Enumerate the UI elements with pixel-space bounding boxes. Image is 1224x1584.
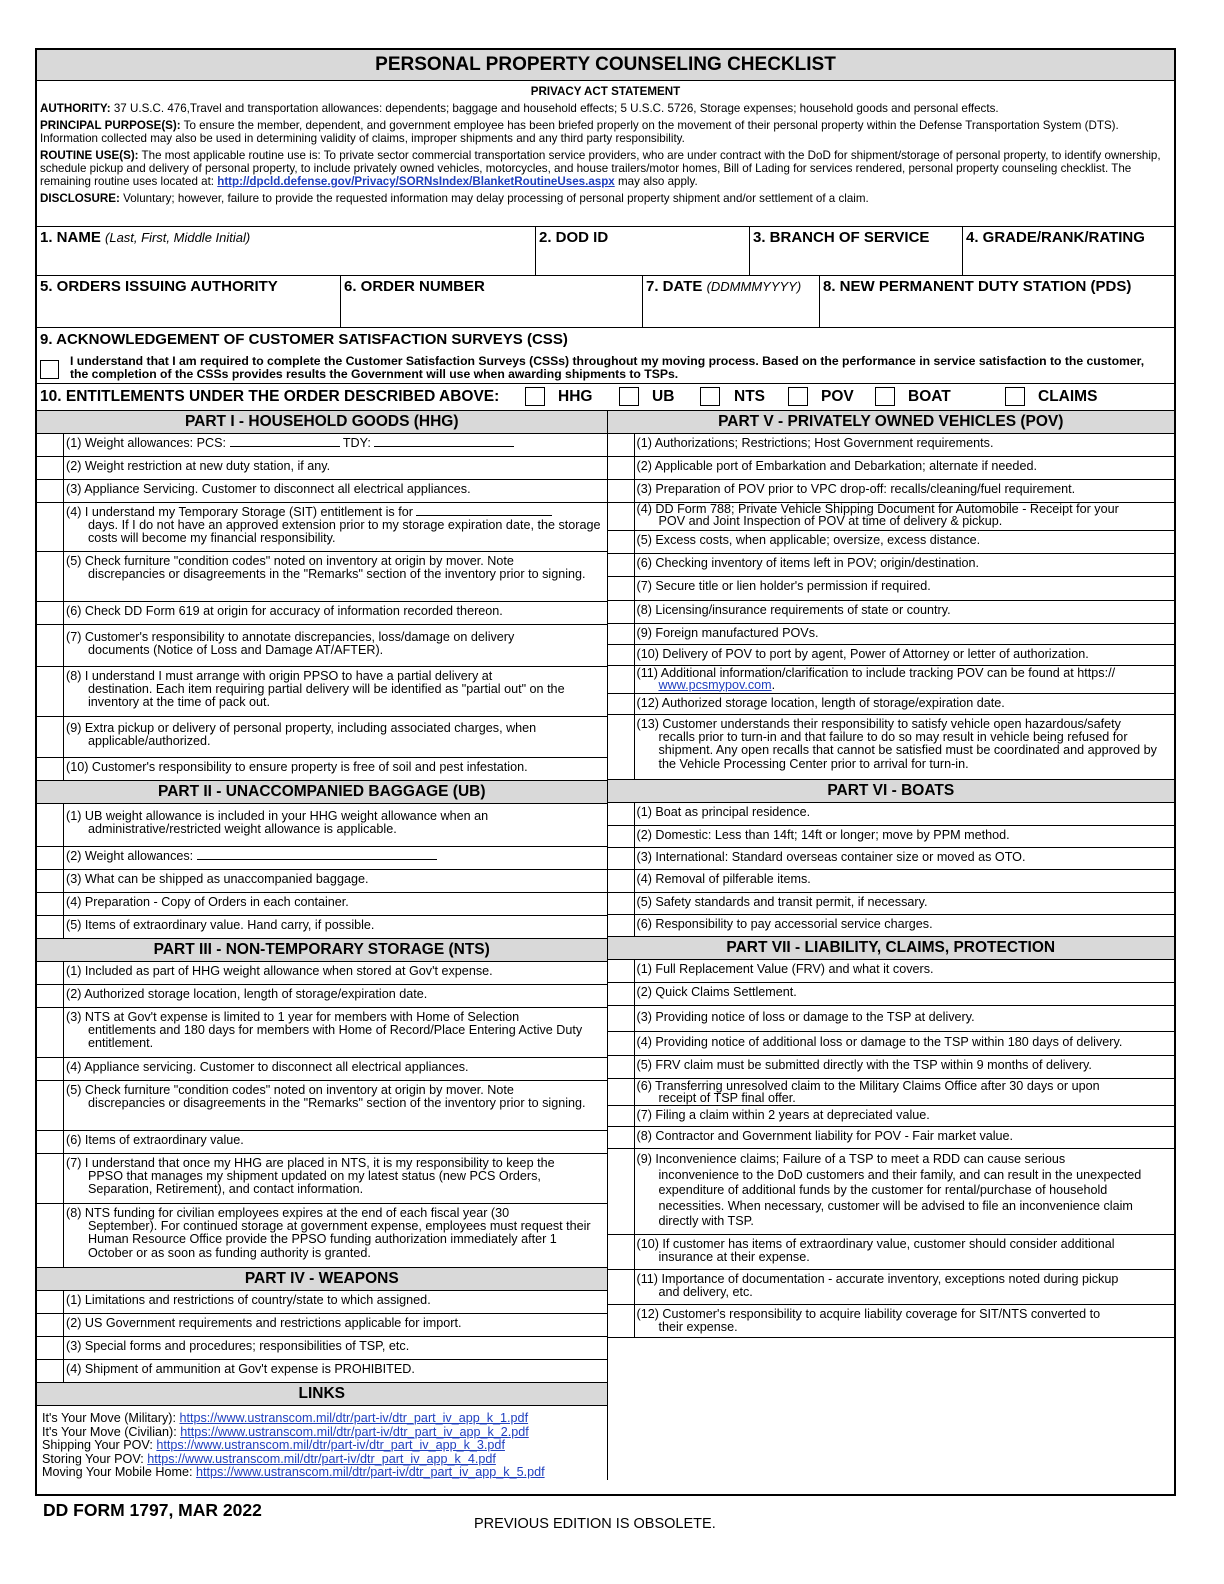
shipping-your-pov-link[interactable]: https://www.ustranscom.mil/dtr/part-iv/dtr_part_iv_app_k_3.pdf [156,1438,505,1453]
item-checkbox[interactable] [37,503,64,551]
item-checkbox[interactable] [608,1127,635,1148]
right-column [607,411,1175,1480]
item-checkbox[interactable] [608,960,635,982]
item-text: (3) Providing notice of loss or damage to the TSP at delivery. [636,1010,975,1024]
authority-paragraph [40,102,1171,115]
its-your-move-military-link[interactable]: https://www.ustranscom.mil/dtr/part-iv/dtr_part_iv_app_k_1.pdf [179,1411,529,1425]
item-text: (4) Appliance servicing. Customer to disconnect all electrical appliances. [66,1060,469,1074]
item-text: (13) Customer understands their responsibility to satisfy vehicle open hazardous/safety [636,717,1121,731]
item-text: discrepancies or disagreements in the "Remarks" section of the inventory prior to signing. [88,1096,586,1111]
link-label: Moving Your Mobile Home: [42,1465,197,1480]
item-checkbox[interactable] [37,1008,64,1057]
list-item [37,434,607,457]
list-item [608,645,1175,666]
list-item [608,601,1175,624]
item-text: (3) Special forms and procedures; responsibilities of TSP, etc. [66,1339,410,1353]
disclosure-label: DISCLOSURE: [40,192,120,205]
item-checkbox[interactable] [608,826,635,847]
item-text: (3) What can be shipped as unaccompanied baggage. [66,872,369,886]
list-item [608,480,1175,503]
list-item [37,985,607,1008]
item-text: insurance at their expense. [658,1250,810,1265]
item-checkbox[interactable] [608,457,635,479]
css-heading: 9. ACKNOWLEDGEMENT OF CUSTOMER SATISFACTION SURVEYS (CSS) [40,331,568,348]
item-checkbox[interactable] [608,848,635,869]
obsolete-notice: PREVIOUS EDITION IS OBSOLETE. [474,1516,716,1532]
item-text: applicable/authorized. [88,734,211,749]
item-checkbox[interactable] [37,870,64,892]
pcsmypov-link[interactable]: www.pcsmypov.com [658,677,772,692]
item-text: . [771,677,776,692]
list-item [37,804,607,847]
item-text: recalls prior to turn-in and that failure to do so may result in vehicle being refused for shipment. Any open recalls that cannot be satisfied must be coordinated and approved by the Vehicle Processing Center prior to arrival for turn-in. [658,730,1157,771]
item-text: administrative/restricted weight allowance is applicable. [88,822,397,837]
list-item [37,962,607,985]
item-text: (3) Appliance Servicing. Customer to disconnect all electrical appliances. [66,482,471,496]
item-text: (5) Check furniture "condition codes" noted on inventory at origin by mover. Note [66,1083,514,1097]
item-text: (9) Inconvenience claims; Failure of a TSP to meet a RDD can cause serious [636,1152,1066,1166]
item-checkbox[interactable] [608,1056,635,1078]
item-checkbox[interactable] [608,694,635,714]
item-checkbox[interactable] [608,601,635,623]
item-checkbox[interactable] [37,985,64,1007]
claims-checkbox[interactable] [1005,387,1025,406]
item-checkbox[interactable] [608,1270,635,1304]
item-text: and delivery, etc. [658,1285,753,1300]
item-text: (7) Customer's responsibility to annotate discrepancies, loss/damage on delivery [66,630,515,644]
item-checkbox[interactable] [608,983,635,1005]
form-title: PERSONAL PROPERTY COUNSELING CHECKLIST [37,50,1174,81]
authority-text: 37 U.S.C. 476,Travel and transportation allowances: dependents; baggage and household effects; 5 U.S.C. 5726, Storage expenses; household goods and personal effects. [110,102,999,115]
list-item [37,602,607,625]
item-text: (2) Weight allowances: [66,849,194,863]
item-text: POV and Joint Inspection of POV at time of delivery & pickup. [658,513,1003,528]
list-item [608,624,1175,645]
item-text: (4) Shipment of ammunition at Gov't expense is PROHIBITED. [66,1362,415,1376]
item-checkbox[interactable] [608,1235,635,1269]
list-item [608,715,1175,780]
item-text: (6) Check DD Form 619 at origin for accuracy of information recorded thereon. [66,604,503,618]
hhg-label: HHG [558,388,593,405]
list-item [608,1032,1175,1056]
form-identifier: DD FORM 1797, MAR 2022 [43,1500,262,1520]
item-checkbox[interactable] [608,503,635,530]
item-checkbox[interactable] [37,457,64,479]
item-text: (4) I understand my Temporary Storage (SIT) entitlement is for [66,505,413,519]
list-item [37,1058,607,1081]
identity-row [37,227,1174,276]
list-item [37,916,607,939]
link-label: Storing Your POV: [42,1451,148,1466]
item-text: (5) FRV claim must be submitted directly with the TSP within 9 months of delivery. [636,1058,1092,1072]
item-checkbox[interactable] [608,666,635,693]
item-checkbox[interactable] [37,480,64,502]
item-text: (1) Limitations and restrictions of country/state to which assigned. [66,1293,431,1307]
routine-label: ROUTINE USE(S): [40,149,139,162]
item-text: (6) Items of extraordinary value. [66,1133,244,1147]
item-text: (4) Providing notice of additional loss or damage to the TSP within 180 days of delivery. [636,1035,1123,1049]
list-item [37,1154,607,1204]
date-hint: (DDMMMYYYY) [706,279,802,294]
item-checkbox[interactable] [608,1006,635,1031]
item-checkbox[interactable] [37,916,64,938]
item-text: discrepancies or disagreements in the "Remarks" section of the inventory prior to signing. [88,567,586,582]
link-row [42,1426,604,1440]
boat-label: BOAT [908,388,951,405]
privacy-act-statement [37,81,1174,227]
item-checkbox[interactable] [608,1149,635,1234]
list-item [37,625,607,667]
name-hint: (Last, First, Middle Initial) [105,230,251,245]
list-item [37,1360,607,1383]
item-text: (10) Delivery of POV to port by agent, Power of Attorney or letter of authorization. [636,647,1089,661]
item-text: (1) Weight allowances: PCS: [66,436,227,450]
checklist-form [35,48,1176,1496]
links-heading: LINKS [37,1383,607,1406]
tdy-weight-field[interactable] [374,446,514,447]
item-text: (2) Quick Claims Settlement. [636,985,797,999]
item-text: (12) Customer's responsibility to acquire liability coverage for SIT/NTS converted to [636,1307,1101,1321]
item-checkbox[interactable] [37,847,64,869]
list-item [37,758,607,781]
item-text: (10) If customer has items of extraordinary value, customer should consider additional [636,1237,1115,1251]
list-item [37,847,607,870]
part5-heading: PART V - PRIVATELY OWNED VEHICLES (POV) [608,411,1175,434]
list-item [608,1006,1175,1032]
list-item [37,503,607,552]
item-text: (8) NTS funding for civilian employees expires at the end of each fiscal year (30 [66,1206,510,1220]
part6-heading: PART VI - BOATS [608,780,1175,803]
list-item [608,960,1175,983]
item-text: (12) Authorized storage location, length of storage/expiration date. [636,696,1005,710]
routine-tail: may also apply. [614,175,698,188]
nts-checkbox[interactable] [700,387,720,406]
list-item [37,1008,607,1058]
item-checkbox[interactable] [37,552,64,601]
list-item [608,1079,1175,1106]
dod-id-label: 2. DOD ID [539,229,609,246]
entitlements-row [37,384,1174,411]
grade-field[interactable] [962,227,1174,275]
grade-label: 4. GRADE/RANK/RATING [966,229,1145,246]
list-item [37,1131,607,1154]
left-column [37,411,607,1480]
order-number-label: 6. ORDER NUMBER [344,278,485,295]
item-text: (2) Weight restriction at new duty station, if any. [66,459,331,473]
part7-heading: PART VII - LIABILITY, CLAIMS, PROTECTION [608,937,1175,960]
authority-label: AUTHORITY: [40,102,111,115]
part3-heading: PART III - NON-TEMPORARY STORAGE (NTS) [37,939,607,962]
list-item [37,1337,607,1360]
hhg-checkbox[interactable] [525,387,545,406]
branch-field[interactable] [749,227,962,275]
item-text: (8) I understand I must arrange with origin PPSO to have a partial delivery at [66,669,493,683]
part1-heading: PART I - HOUSEHOLD GOODS (HHG) [37,411,607,434]
item-text: (5) Check furniture "condition codes" noted on inventory at origin by mover. Note [66,554,514,568]
pds-field[interactable] [819,276,1174,327]
item-text: (2) US Government requirements and restrictions applicable for import. [66,1316,462,1330]
item-text: destination. Each item requiring partial delivery will be identified as "partial out" on the inventory at the time of pack out. [88,682,565,710]
item-checkbox[interactable] [608,645,635,665]
css-checkbox[interactable] [40,360,59,379]
entitlements-label: 10. ENTITLEMENTS UNDER THE ORDER DESCRIBED ABOVE: [40,388,500,405]
list-item [608,1127,1175,1149]
link-label: Shipping Your POV: [42,1438,157,1453]
link-row [42,1453,604,1467]
item-text: inconvenience to the DoD customers and their family, and can result in the unexpected expenditure of additional funds by the customer for rental/purchase of household necessities. When necessary, customer will be advised to file an inconvenience claim directly with TSP. [658,1167,1142,1229]
item-text: (6) Checking inventory of items left in POV; origin/destination. [636,556,980,570]
list-item [608,1056,1175,1079]
item-checkbox[interactable] [37,962,64,984]
list-item [608,694,1175,715]
purpose-paragraph [40,119,1171,145]
list-item [608,531,1175,554]
item-text: (1) Included as part of HHG weight allowance when stored at Gov't expense. [66,964,493,978]
item-text: (8) Licensing/insurance requirements of state or country. [636,603,951,617]
link-row [42,1466,604,1480]
list-item [37,1291,607,1314]
item-checkbox[interactable] [37,804,64,846]
css-acknowledgement [37,328,1174,384]
item-checkbox[interactable] [37,1131,64,1153]
disclosure-text: Voluntary; however, failure to provide the requested information may delay processing of personal property shipment and/or settlement of a claim. [119,192,869,205]
checklist-columns [37,411,1174,1480]
item-checkbox[interactable] [37,625,64,666]
list-item [37,1081,607,1131]
order-number-field[interactable] [340,276,642,327]
item-text: (4) Removal of pilferable items. [636,872,811,886]
item-checkbox[interactable] [608,1079,635,1105]
item-text: (1) Boat as principal residence. [636,805,811,819]
item-text: (11) Importance of documentation - accurate inventory, exceptions noted during pickup [636,1272,1119,1286]
item-text: (4) Preparation - Copy of Orders in each container. [66,895,349,909]
moving-mobile-home-link[interactable]: https://www.ustranscom.mil/dtr/part-iv/dtr_part_iv_app_k_5.pdf [196,1465,545,1480]
item-text: (1) Authorizations; Restrictions; Host Government requirements. [636,436,994,450]
pov-checkbox[interactable] [788,387,808,406]
item-checkbox[interactable] [608,803,635,825]
item-checkbox[interactable] [37,1314,64,1336]
item-text: entitlements and 180 days for members with Home of Record/Place Entering Active Duty entitlement. [88,1023,583,1051]
ub-weight-field[interactable] [197,859,437,860]
list-item [37,457,607,480]
list-item [608,848,1175,870]
item-checkbox[interactable] [608,1305,635,1337]
item-text: (2) Authorized storage location, length of storage/expiration date. [66,987,428,1001]
routine-paragraph [40,149,1171,188]
disclosure-paragraph [40,192,1171,205]
link-row [42,1439,604,1453]
list-item [37,870,607,893]
item-text: (7) Filing a claim within 2 years at depreciated value. [636,1108,930,1122]
storing-your-pov-link[interactable]: https://www.ustranscom.mil/dtr/part-iv/dtr_part_iv_app_k_4.pdf [147,1451,496,1466]
item-text: (10) Customer's responsibility to ensure property is free of soil and pest infestation. [66,760,528,774]
item-text: their expense. [658,1320,738,1335]
date-label: 7. DATE [646,278,703,295]
item-text: (1) UB weight allowance is included in your HHG weight allowance when an [66,809,489,823]
item-text: (6) Transferring unresolved claim to the Military Claims Office after 30 days or upon [636,1079,1100,1093]
name-label: 1. NAME [40,229,101,246]
item-text: documents (Notice of Loss and Damage AT/AFTER). [88,643,384,658]
item-checkbox[interactable] [37,758,64,780]
list-item [608,893,1175,915]
routine-uses-link[interactable]: http://dpcld.defense.gov/Privacy/SORNsIndex/BlanketRoutineUses.aspx [217,175,615,188]
date-field[interactable] [642,276,819,327]
item-text: TDY: [342,436,371,450]
list-item [37,1204,607,1268]
item-text: (2) Applicable port of Embarkation and Debarkation; alternate if needed. [636,459,1037,473]
list-item [37,1314,607,1337]
item-checkbox[interactable] [608,1032,635,1055]
list-item [37,480,607,503]
list-item [608,434,1175,457]
nts-label: NTS [734,388,765,405]
list-item [608,457,1175,480]
pds-label: 8. NEW PERMANENT DUTY STATION (PDS) [823,278,1132,295]
item-checkbox[interactable] [608,434,635,456]
item-text: (3) International: Standard overseas container size or moved as OTO. [636,850,1026,864]
item-checkbox[interactable] [37,667,64,716]
item-text: receipt of TSP final offer. [658,1090,796,1105]
item-text: (8) Contractor and Government liability for POV - Fair market value. [636,1129,1014,1143]
item-text: (7) I understand that once my HHG are placed in NTS, it is my responsibility to keep the [66,1156,555,1170]
part4-heading: PART IV - WEAPONS [37,1268,607,1291]
item-text: (5) Items of extraordinary value. Hand carry, if possible. [66,918,375,932]
item-text: (5) Safety standards and transit permit, if necessary. [636,895,928,909]
link-label: It's Your Move (Civilian): [42,1424,181,1439]
item-checkbox[interactable] [608,624,635,644]
list-item [608,503,1175,531]
part2-heading: PART II - UNACCOMPANIED BAGGAGE (UB) [37,781,607,804]
orders-row [37,276,1174,328]
item-text: PPSO that manages my shipment updated on my latest status (new PCS Orders, Separation, Retirement), and contact information. [88,1169,541,1197]
item-checkbox[interactable] [608,554,635,576]
list-item [608,983,1175,1006]
branch-label: 3. BRANCH OF SERVICE [753,229,930,246]
item-text: (11) Additional information/clarification to include tracking POV can be found at https:// [636,666,1116,680]
link-label: It's Your Move (Military): [42,1411,180,1425]
list-item [608,666,1175,694]
item-text: (9) Extra pickup or delivery of personal property, including associated charges, when [66,721,537,735]
list-item [608,915,1175,937]
item-checkbox[interactable] [608,870,635,892]
item-text: (4) DD Form 788; Private Vehicle Shipping Document for Automobile - Receipt for your [636,502,1119,516]
item-text: days. If I do not have an approved extension prior to my storage expiration date, the storage costs will become my financial responsibility. [88,518,601,546]
item-checkbox[interactable] [608,577,635,600]
orders-authority-label: 5. ORDERS ISSUING AUTHORITY [40,278,278,295]
item-text: (9) Foreign manufactured POVs. [636,626,819,640]
item-checkbox[interactable] [37,1291,64,1313]
ub-checkbox[interactable] [619,387,639,406]
boat-checkbox[interactable] [875,387,895,406]
list-item [37,717,607,758]
item-checkbox[interactable] [37,1058,64,1080]
item-text: (5) Excess costs, when applicable; oversize, excess distance. [636,533,981,547]
item-text: (3) NTS at Gov't expense is limited to 1 year for members with Home of Selection [66,1010,520,1024]
list-item [608,577,1175,601]
its-your-move-civilian-link[interactable]: https://www.ustranscom.mil/dtr/part-iv/dtr_part_iv_app_k_2.pdf [180,1424,529,1439]
purpose-label: PRINCIPAL PURPOSE(S): [40,119,181,132]
item-text: (6) Responsibility to pay accessorial service charges. [636,917,933,931]
list-item [608,1305,1175,1338]
list-item [608,803,1175,826]
list-item [608,826,1175,848]
links-list [37,1406,607,1480]
item-text: September). For continued storage at government expense, employees must request their Human Resource Office provide the PPSO funding authorization immediately after 1 October or as soon as funding authority is granted. [88,1219,591,1260]
item-checkbox[interactable] [37,893,64,915]
name-field[interactable] [37,227,535,275]
item-text: (7) Secure title or lien holder's permission if required. [636,579,931,593]
list-item [608,1235,1175,1270]
item-checkbox[interactable] [37,602,64,624]
item-checkbox[interactable] [37,1360,64,1382]
item-checkbox[interactable] [37,717,64,757]
item-checkbox[interactable] [608,915,635,936]
ub-label: UB [652,388,675,405]
purpose-text: To ensure the member, dependent, and government employee has been briefed properly on the movement of their personal property within the Defense Transportation System (DTS). Information collected may also be used in determining validity of claims, improper shipments and any third party responsibility. [40,119,1119,145]
item-checkbox[interactable] [608,715,635,779]
item-checkbox[interactable] [608,531,635,553]
list-item [37,893,607,916]
item-checkbox[interactable] [608,893,635,914]
list-item [37,552,607,602]
list-item [608,1270,1175,1305]
item-checkbox[interactable] [37,1337,64,1359]
item-text: (2) Domestic: Less than 14ft; 14ft or longer; move by PPM method. [636,828,1010,842]
dod-id-field[interactable] [535,227,749,275]
item-checkbox[interactable] [37,1204,64,1267]
list-item [608,1106,1175,1127]
item-checkbox[interactable] [37,1154,64,1203]
list-item [608,554,1175,577]
link-row [42,1412,604,1426]
pcs-weight-field[interactable] [230,446,340,447]
list-item [608,870,1175,893]
list-item [37,667,607,717]
routine-text: The most applicable routine use is: To private sector commercial transportation service providers, who are under contract with the DoD for shipment/storage of personal property, to identify ownership, schedule pickup and delivery of personal property, to include privately owned vehicles, motorcycles, and house trailers/motor homes, Bill of Lading for services rendered, personal property counseling checklist. The remaining routine uses located at: [40,149,1161,188]
css-statement: I understand that I am required to complete the Customer Satisfaction Surveys (CSSs) throughout my moving process. Based on the performance in service satisfaction to the customer, the completion of the CSSs provides results the Government will use when awarding shipments to TSPs. [70,354,1145,381]
item-checkbox[interactable] [37,434,64,456]
item-text: (1) Full Replacement Value (FRV) and what it covers. [636,962,934,976]
item-checkbox[interactable] [608,480,635,502]
item-text: (3) Preparation of POV prior to VPC drop-off: recalls/cleaning/fuel requirement. [636,482,1076,496]
sit-days-field[interactable] [416,515,552,516]
claims-label: CLAIMS [1038,388,1098,405]
privacy-heading: PRIVACY ACT STATEMENT [530,85,681,98]
orders-authority-field[interactable] [37,276,340,327]
item-checkbox[interactable] [37,1081,64,1130]
item-checkbox[interactable] [608,1106,635,1126]
pov-label: POV [821,388,854,405]
list-item [608,1149,1175,1235]
